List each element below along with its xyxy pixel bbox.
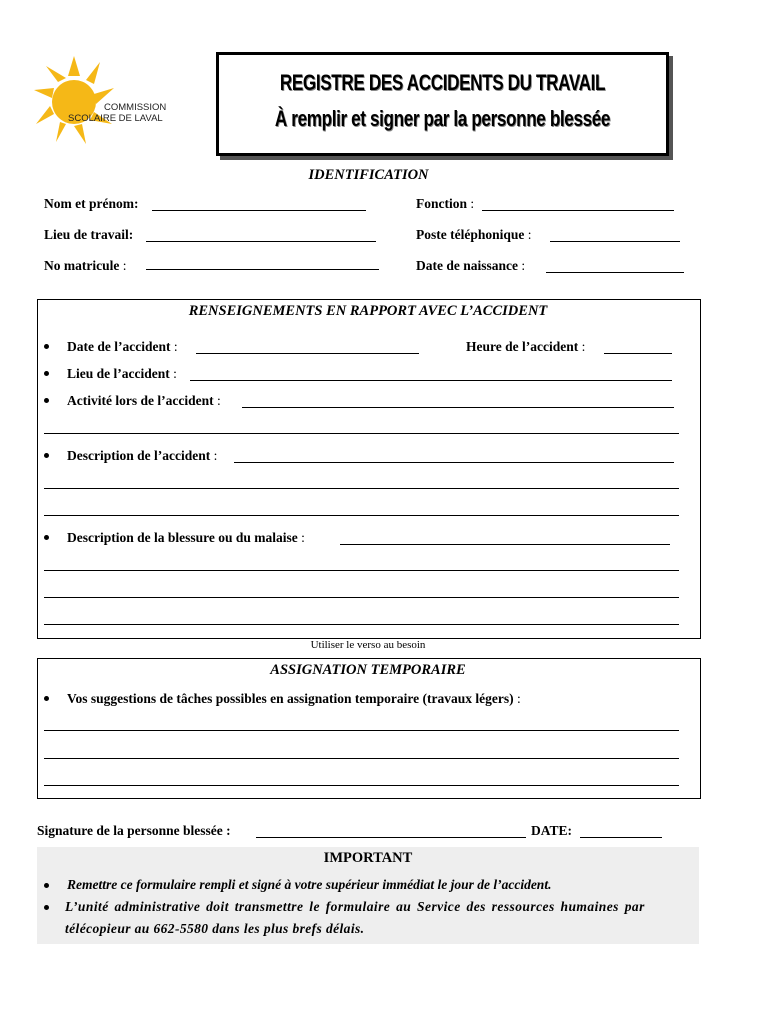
accident-hour-field: Heure de l’accident : (466, 339, 586, 354)
important-item-2-line-2: télécopieur au 662-5580 dans les plus brefs délais. (65, 921, 365, 936)
workplace-label: Lieu de travail: (44, 227, 134, 242)
important-item-2-line-1: L’unité administrative doit transmettre le formulaire au Service des ressources humaines par (65, 899, 645, 914)
signature-input-line[interactable] (256, 837, 526, 838)
matricule-label: No matricule (44, 258, 120, 273)
birthdate-label: Date de naissance (416, 258, 518, 273)
accident-place-label: Lieu de l’accident (67, 366, 170, 381)
signature-date-input-line[interactable] (580, 837, 662, 838)
bullet-icon (44, 905, 49, 910)
accident-heading: RENSEIGNEMENTS EN RAPPORT AVEC L’ACCIDENT (188, 303, 548, 319)
bullet-icon (44, 371, 49, 376)
suggestions-input-line-1[interactable] (44, 730, 679, 731)
function-field: Fonction : (416, 196, 475, 211)
title-box (216, 52, 669, 156)
name-label: Nom et prénom: (44, 196, 139, 211)
name-input-line[interactable] (152, 210, 366, 211)
assignment-section (37, 658, 701, 799)
identification-heading: IDENTIFICATION (308, 167, 429, 183)
accident-activity-field: Activité lors de l’accident : (67, 393, 221, 408)
signature-date-field (531, 823, 572, 839)
workplace-field (44, 227, 133, 243)
suggestions-input-line-3[interactable] (44, 785, 679, 786)
important-item-1: Remettre ce formulaire rempli et signé à votre supérieur immédiat le jour de l’accident. (67, 877, 552, 892)
accident-place-field: Lieu de l’accident : (67, 366, 177, 381)
workplace-input-line[interactable] (146, 241, 376, 242)
matricule-input-line[interactable] (146, 269, 379, 270)
bullet-icon (44, 535, 49, 540)
injury-description-field: Description de la blessure ou du malaise : (67, 530, 305, 545)
bullet-icon (44, 344, 49, 349)
injury-description-input-line-3[interactable] (44, 597, 679, 598)
accident-hour-label: Heure de l’accident (466, 339, 579, 354)
phone-label: Poste téléphonique (416, 227, 525, 242)
accident-hour-input-line[interactable] (604, 353, 672, 354)
function-input-line[interactable] (482, 210, 674, 211)
accident-description-input-line-2[interactable] (44, 488, 679, 489)
accident-description-input-line[interactable] (234, 462, 674, 463)
phone-field: Poste téléphonique : (416, 227, 532, 242)
form-title: REGISTRE DES ACCIDENTS DU TRAVAIL (279, 70, 606, 95)
accident-activity-input-line-2[interactable] (44, 433, 679, 434)
assignment-heading: ASSIGNATION TEMPORAIRE (270, 662, 466, 678)
accident-place-input-line[interactable] (190, 380, 672, 381)
injury-description-input-line-4[interactable] (44, 624, 679, 625)
suggestions-input-line-2[interactable] (44, 758, 679, 759)
signature-field (37, 823, 231, 839)
suggestions-field: Vos suggestions de tâches possibles en assignation temporaire (travaux légers) : (67, 691, 521, 706)
injury-description-input-line-2[interactable] (44, 570, 679, 571)
accident-activity-label: Activité lors de l’accident (67, 393, 214, 408)
signature-label: Signature de la personne blessée : (37, 823, 231, 838)
bullet-icon (44, 398, 49, 403)
accident-description-label: Description de l’accident (67, 448, 211, 463)
injury-description-input-line[interactable] (340, 544, 670, 545)
function-label: Fonction (416, 196, 468, 211)
form-subtitle: À remplir et signer par la personne blessée (274, 106, 611, 131)
birthdate-input-line[interactable] (546, 272, 684, 273)
accident-activity-input-line[interactable] (242, 407, 674, 408)
verso-note: Utiliser le verso au besoin (310, 639, 426, 651)
important-heading: IMPORTANT (323, 850, 413, 866)
phone-input-line[interactable] (550, 241, 680, 242)
accident-description-field: Description de l’accident : (67, 448, 218, 463)
matricule-field: No matricule : (44, 258, 127, 273)
signature-date-label: DATE: (531, 823, 573, 838)
accident-date-label: Date de l’accident (67, 339, 171, 354)
sun-icon (34, 54, 114, 144)
bullet-icon (44, 883, 49, 888)
logo-text: COMMISSION SCOLAIRE DE LAVAL (68, 102, 167, 124)
accident-date-input-line[interactable] (196, 353, 419, 354)
logo (34, 54, 169, 146)
birthdate-field: Date de naissance : (416, 258, 526, 273)
suggestions-label: Vos suggestions de tâches possibles en assignation temporaire (travaux légers) (67, 691, 514, 706)
bullet-icon (44, 453, 49, 458)
injury-description-label: Description de la blessure ou du malaise (67, 530, 298, 545)
accident-date-field: Date de l’accident : (67, 339, 178, 354)
accident-description-input-line-3[interactable] (44, 515, 679, 516)
bullet-icon (44, 696, 49, 701)
name-field (44, 196, 138, 212)
